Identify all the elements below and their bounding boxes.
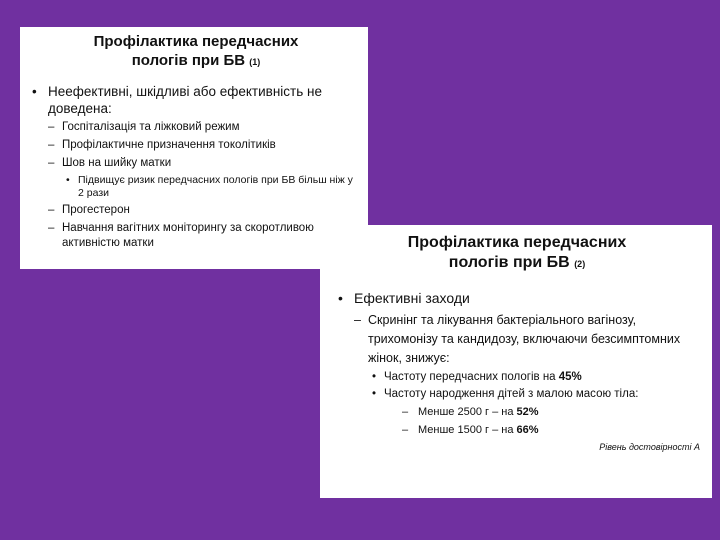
slide-2-title-line1: Профілактика передчасних bbox=[407, 234, 627, 251]
sub-list-item-text: Частоту передчасних пологів на bbox=[384, 371, 559, 383]
slide-2-bullet-text: Ефективні заходи bbox=[354, 290, 470, 306]
sub-list-item bbox=[372, 387, 702, 402]
slide-1-title bbox=[32, 33, 360, 71]
sub-list-item bbox=[372, 370, 702, 385]
bullet-dot: • bbox=[338, 290, 343, 306]
slide-1-bullet-text: Неефективні, шкідливі або ефективність не доведена: bbox=[48, 83, 322, 116]
slide-1-title-line1: Профілактика передчасних bbox=[93, 33, 299, 50]
slide-2-bullet bbox=[338, 289, 702, 307]
list-item-text: Прогестерон bbox=[62, 203, 130, 216]
list-item bbox=[48, 156, 360, 171]
dash-marker: – bbox=[48, 120, 55, 133]
slide-1-bullet bbox=[32, 83, 360, 117]
bullet-dot: • bbox=[372, 388, 377, 400]
list-item-text: Скринінг та лікування бактеріального вагінозу, трихомонізу та кандидозу, включаючи безсимптомних жінок, знижує: bbox=[368, 313, 681, 365]
slide-1 bbox=[20, 27, 368, 269]
list-item-text: Госпіталізація та ліжковий режим bbox=[62, 120, 240, 133]
list-item-text: Шов на шийку матки bbox=[62, 156, 172, 169]
bullet-dot: • bbox=[32, 83, 37, 99]
dash-marker: – bbox=[48, 138, 55, 151]
sub-list-item bbox=[66, 174, 360, 200]
dash-marker: – bbox=[48, 203, 55, 216]
list-item bbox=[354, 311, 702, 368]
slide-2-title bbox=[332, 233, 702, 273]
list-item-text: Профілактичне призначення токолітиків bbox=[62, 138, 276, 151]
dash-marker: – bbox=[48, 221, 55, 234]
list-item bbox=[48, 138, 360, 153]
percent-value: 66% bbox=[516, 424, 539, 436]
percent-value: 45% bbox=[558, 371, 582, 383]
dash-marker: – bbox=[402, 406, 409, 418]
list-item bbox=[48, 221, 360, 251]
sub-sub-list-item bbox=[402, 423, 702, 438]
bullet-dot: • bbox=[66, 173, 70, 186]
bullet-dot: • bbox=[372, 371, 377, 383]
list-item bbox=[48, 203, 360, 218]
dash-marker: – bbox=[48, 156, 55, 169]
dash-marker: – bbox=[402, 424, 409, 436]
sub-list-item-text: Частоту народження дітей з малою масою тіла: bbox=[384, 388, 639, 400]
slide-2 bbox=[320, 225, 712, 498]
slide-2-title-line2: пологів при БВ bbox=[448, 254, 570, 271]
sub-sub-list-item-text: Менше 2500 г – на bbox=[418, 406, 517, 418]
sub-sub-list-item-text: Менше 1500 г – на bbox=[418, 424, 517, 436]
slide-2-title-number: (2) bbox=[574, 259, 586, 269]
slide-1-title-number: (1) bbox=[249, 56, 261, 67]
list-item-text: Навчання вагітних моніторингу за скоротливою активністю матки bbox=[62, 221, 314, 249]
dash-marker: – bbox=[354, 313, 361, 327]
sub-sub-list-item bbox=[402, 405, 702, 420]
list-item bbox=[48, 120, 360, 135]
slide-1-title-line2: пологів при БВ bbox=[131, 51, 246, 69]
sub-list-item-text: Підвищує ризик передчасних пологів при БВ більш ніж у 2 рази bbox=[78, 173, 353, 199]
percent-value: 52% bbox=[516, 406, 539, 418]
evidence-level-note: Рівень достовірності А bbox=[599, 442, 700, 452]
